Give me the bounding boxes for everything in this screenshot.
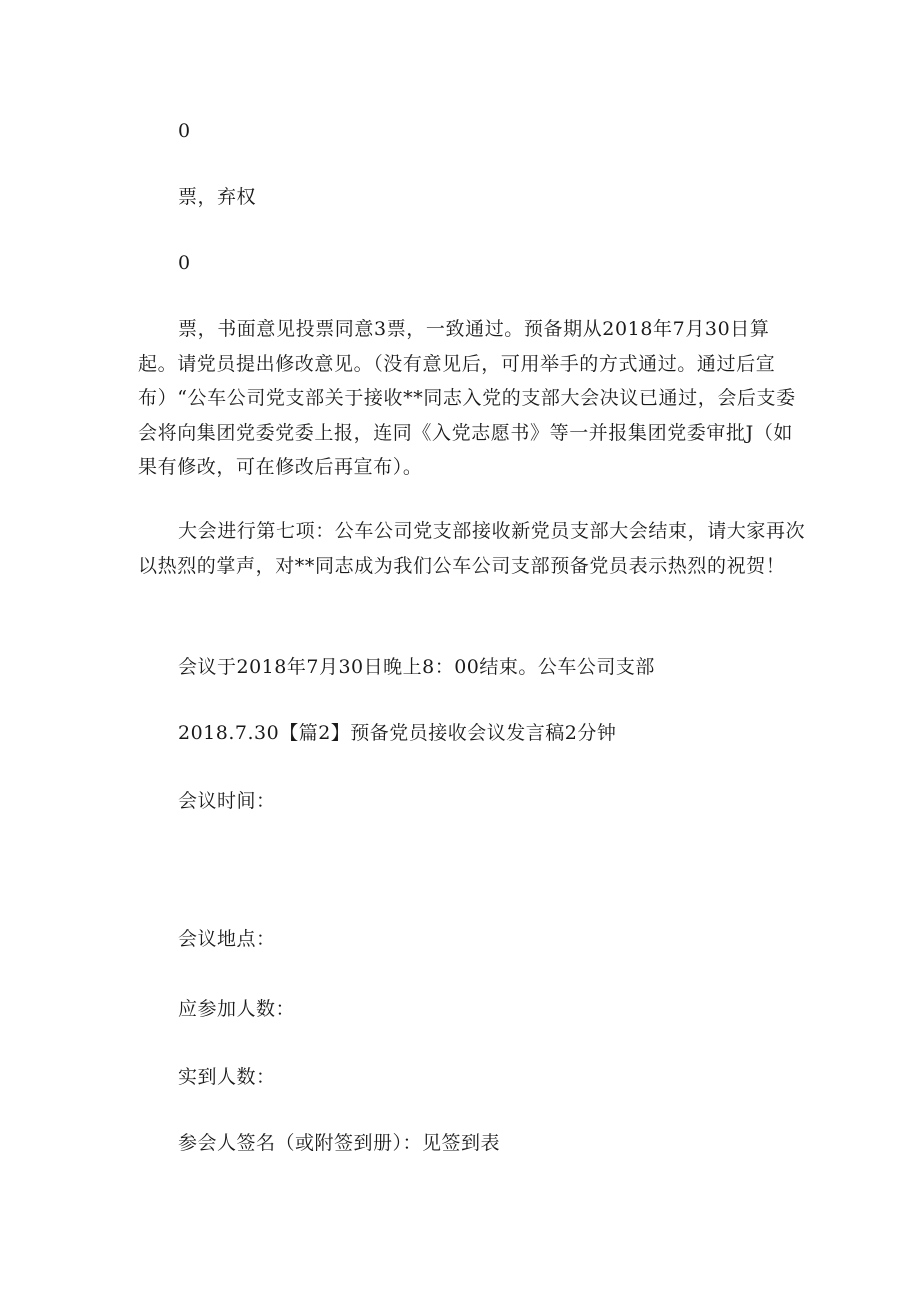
actual-attendees-label: 实到人数： xyxy=(178,1066,276,1088)
expected-attendees-label: 应参加人数： xyxy=(178,998,296,1020)
resolution-paragraph: 票，书面意见投票同意3票，一致通过。预备期从2018年7月30日算起。请党员提出修改意见。（没有意见后，可用举手的方式通过。通过后宣布）“公车公司党支部关于接收**同志入党的支部大会决议已通过，会后支委会将向集团党委党委上报，连同《入党志愿书》等一并报集团党委审批J（如果有修改，可在修改后再宣布）。 xyxy=(138,318,796,478)
attendee-signatures-label: 参会人签名（或附签到册）：见签到表 xyxy=(178,1132,501,1154)
vote-count-zero-2: 0 xyxy=(178,252,191,274)
meeting-time-label: 会议时间： xyxy=(178,790,276,812)
meeting-location-label: 会议地点： xyxy=(178,928,276,950)
vote-count-zero-1: 0 xyxy=(178,120,191,142)
closing-paragraph: 大会进行第七项：公车公司党支部接收新党员支部大会结束，请大家再次以热烈的掌声，对**同志成为我们公车公司支部预备党员表示热烈的祝贺！ xyxy=(138,520,806,577)
date-section-heading: 2018.7.30【篇2】预备党员接收会议发言稿2分钟 xyxy=(178,722,617,744)
meeting-end-line: 会议于2018年7月30日晚上8：00结束。公车公司支部 xyxy=(178,656,655,678)
vote-abstain-line: 票，弃权 xyxy=(178,186,257,208)
